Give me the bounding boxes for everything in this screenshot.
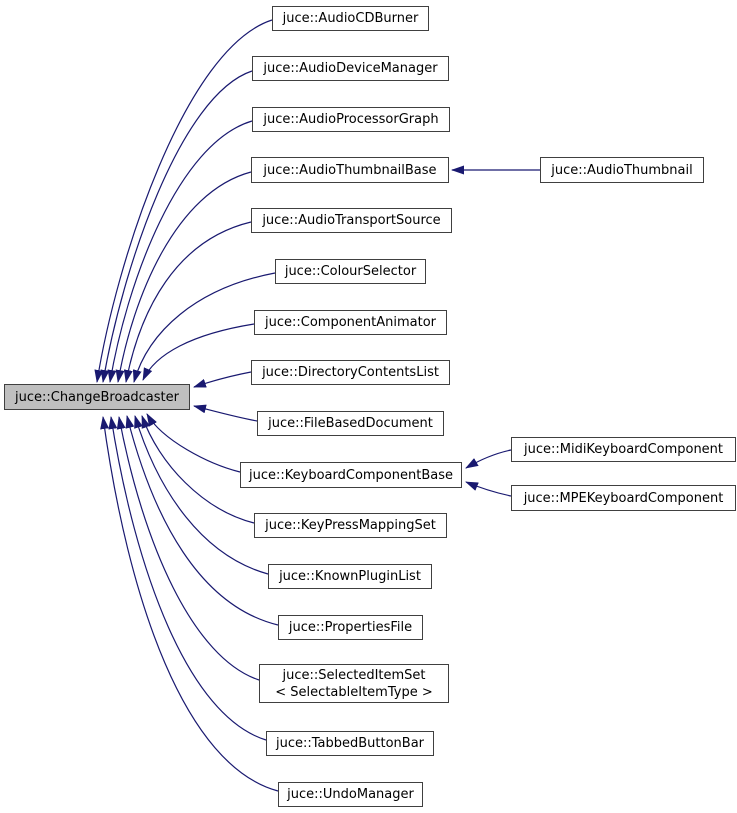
edge-directory-contents-list [194, 372, 251, 387]
node-label: juce::AudioDeviceManager [263, 61, 438, 76]
node-label: juce::MPEKeyboardComponent [523, 490, 724, 506]
node-directory-contents-list[interactable] [251, 360, 450, 385]
node-tabbed-button-bar[interactable] [266, 731, 434, 756]
node-label: juce::ComponentAnimator [265, 315, 436, 330]
edge-audio-device-manager [103, 71, 252, 382]
edge-file-based-document [194, 406, 257, 421]
node-selected-item-set[interactable] [259, 664, 449, 703]
node-label: juce::DirectoryContentsList [262, 365, 439, 380]
node-undo-manager[interactable] [278, 782, 423, 807]
edge-keyboard-component-base [147, 414, 240, 472]
node-file-based-document[interactable] [257, 411, 444, 436]
node-label: juce::AudioTransportSource [262, 213, 441, 228]
node-label: juce::KeyboardComponentBase [249, 467, 453, 483]
node-mpe-keyboard-component[interactable] [511, 485, 736, 511]
node-label: juce::ColourSelector [284, 264, 417, 279]
node-key-press-mapping-set[interactable] [254, 513, 447, 538]
edge-key-press-mapping-set [142, 416, 254, 523]
node-label: juce::AudioThumbnail [551, 162, 693, 178]
edge-known-plugin-list [135, 416, 268, 574]
edge-mpe-keyboard-to-base [466, 482, 511, 496]
node-keyboard-component-base[interactable] [240, 462, 462, 488]
node-known-plugin-list[interactable] [268, 564, 432, 589]
node-label: juce::TabbedButtonBar [275, 736, 425, 751]
node-label: juce::FileBasedDocument [268, 416, 433, 431]
node-properties-file[interactable] [278, 615, 423, 640]
node-label: juce::UndoManager [287, 787, 414, 802]
edge-audio-processor-graph [110, 121, 252, 382]
node-audio-thumbnail[interactable] [540, 157, 704, 183]
node-change-broadcaster[interactable] [4, 384, 190, 410]
node-label: juce::PropertiesFile [288, 620, 413, 635]
node-label-line1: juce::SelectedItemSet [282, 667, 426, 683]
node-label: juce::AudioThumbnailBase [263, 162, 437, 178]
node-label: juce::KeyPressMappingSet [265, 518, 436, 533]
edge-audio-transport-source [126, 222, 251, 382]
node-label: juce::KnownPluginList [279, 569, 421, 584]
node-audio-processor-graph[interactable] [252, 107, 450, 132]
node-label: juce::AudioProcessorGraph [263, 112, 439, 127]
edge-audio-cd-burner [97, 20, 272, 382]
node-midi-keyboard-component[interactable] [511, 437, 736, 462]
node-audio-thumbnail-base[interactable] [251, 157, 449, 183]
node-label-line2: < SelectableItemType > [275, 684, 433, 700]
node-audio-device-manager[interactable] [252, 56, 449, 81]
node-component-animator[interactable] [254, 310, 447, 335]
node-label: juce::AudioCDBurner [282, 11, 419, 26]
edge-component-animator [143, 324, 254, 380]
node-audio-transport-source[interactable] [251, 208, 452, 233]
edge-audio-thumbnail-base [118, 172, 251, 382]
edge-midi-keyboard-to-base [466, 450, 511, 468]
node-label: juce::MidiKeyboardComponent [523, 442, 724, 457]
node-label: juce::ChangeBroadcaster [14, 389, 179, 405]
node-colour-selector[interactable] [275, 259, 426, 284]
node-audio-cd-burner[interactable] [272, 6, 429, 31]
